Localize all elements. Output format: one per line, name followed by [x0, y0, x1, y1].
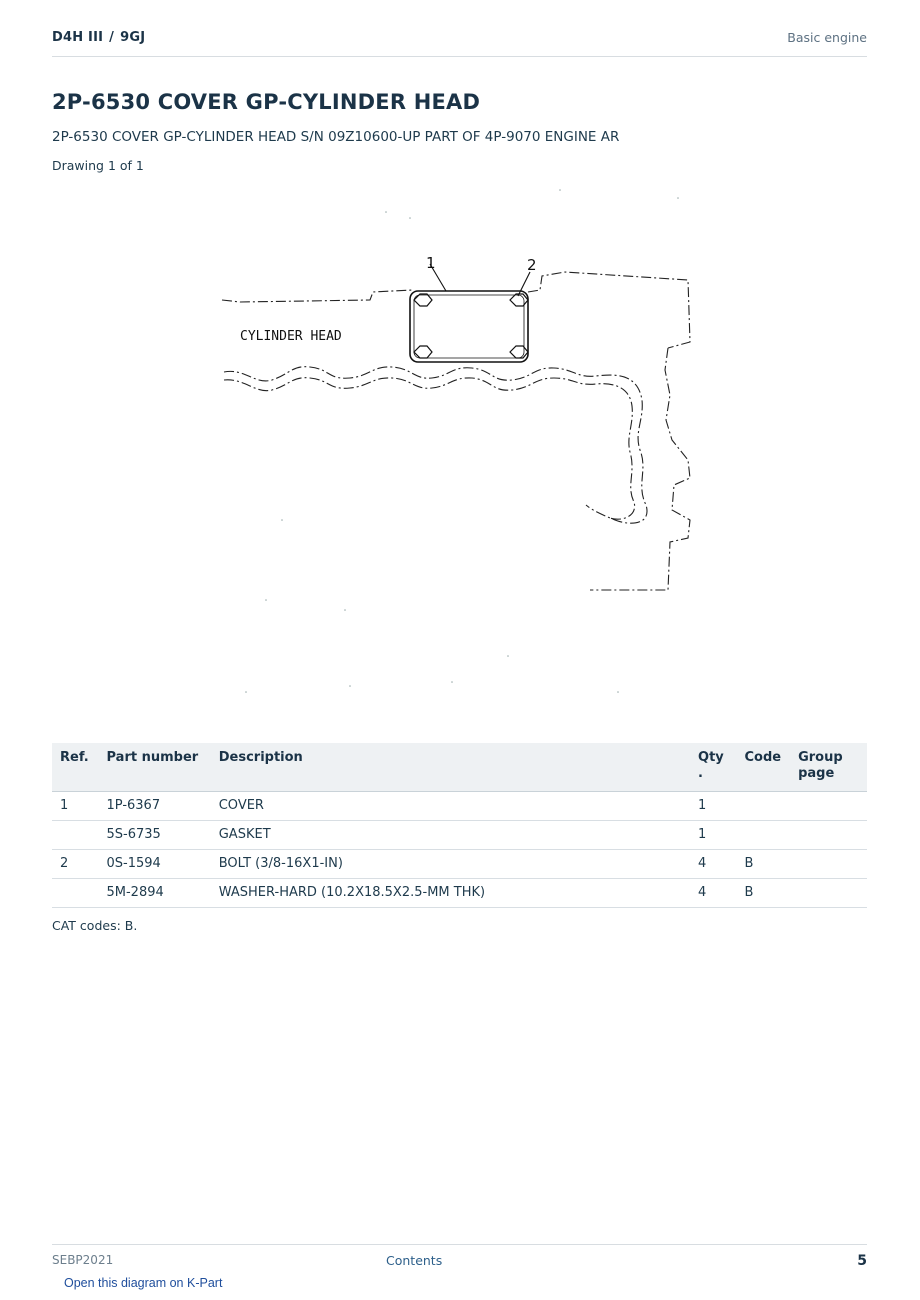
cell-part-number: 1P-6367: [99, 792, 211, 821]
page-header: [52, 28, 867, 57]
bolt-head-bottom-right: [510, 346, 528, 358]
parts-diagram: [200, 180, 720, 720]
cell-qty: 4: [690, 850, 737, 879]
scan-dot: [281, 519, 283, 521]
scan-dot: [349, 685, 351, 687]
document-id: SEBP2021: [52, 1253, 114, 1267]
scan-dot: [344, 609, 346, 611]
head-top-edge-left: [222, 290, 412, 302]
table-row: [52, 821, 867, 850]
header-ref: Ref.: [52, 743, 99, 792]
cat-codes-note: CAT codes: B.: [52, 918, 138, 933]
cell-description: WASHER-HARD (10.2X18.5X2.5-MM THK): [211, 879, 690, 908]
callout-2-label: 2: [527, 256, 537, 274]
cell-group-page: [790, 821, 867, 850]
cell-ref: [52, 821, 99, 850]
header-code: Code: [737, 743, 791, 792]
header-description: Description: [211, 743, 690, 792]
page-footer: [52, 1244, 867, 1275]
cell-description: BOLT (3/8-16X1-IN): [211, 850, 690, 879]
cell-group-page: [790, 879, 867, 908]
scan-dot: [265, 599, 267, 601]
cell-part-number: 0S-1594: [99, 850, 211, 879]
contents-link[interactable]: Contents: [386, 1253, 443, 1268]
cell-code: [737, 821, 791, 850]
cell-group-page: [790, 792, 867, 821]
cell-part-number: 5S-6735: [99, 821, 211, 850]
cell-code: [737, 792, 791, 821]
cell-group-page: [790, 850, 867, 879]
scan-dot: [559, 189, 561, 191]
cover-plate-inner: [414, 295, 524, 358]
cell-ref: 1: [52, 792, 99, 821]
cylinder-head-label: CYLINDER HEAD: [240, 329, 342, 344]
callout-1-label: 1: [426, 254, 436, 272]
scan-dot: [409, 217, 411, 219]
scan-dot: [245, 691, 247, 693]
header-qty: Qty .: [690, 743, 737, 792]
section-name: Basic engine: [787, 30, 867, 45]
model-breadcrumb: [52, 30, 145, 45]
model-name: D4H III: [52, 30, 104, 45]
cell-code: B: [737, 879, 791, 908]
bolt-head-bottom-left: [414, 346, 432, 358]
diagram-drawing: [200, 180, 720, 720]
cell-ref: [52, 879, 99, 908]
cell-qty: 1: [690, 792, 737, 821]
serial-prefix: 9GJ: [120, 30, 146, 45]
scan-dot: [385, 211, 387, 213]
cell-qty: 1: [690, 821, 737, 850]
cell-ref: 2: [52, 850, 99, 879]
header-group-page: Group page: [790, 743, 867, 792]
table-row: [52, 850, 867, 879]
cell-code: B: [737, 850, 791, 879]
bolt-head-top-right: [510, 294, 528, 306]
table-row: [52, 792, 867, 821]
header-part-number: Part number: [99, 743, 211, 792]
scan-dot: [507, 655, 509, 657]
parts-table: [52, 743, 867, 908]
head-wavy-seam-lower: [224, 378, 635, 520]
breadcrumb-separator: /: [109, 30, 115, 45]
scan-dot: [617, 691, 619, 693]
table-header-row: [52, 743, 867, 792]
page-subtitle: 2P-6530 COVER GP-CYLINDER HEAD S/N 09Z10600-UP PART OF 4P-9070 ENGINE AR: [52, 129, 620, 145]
cell-part-number: 5M-2894: [99, 879, 211, 908]
cell-description: COVER: [211, 792, 690, 821]
page-number: 5: [857, 1253, 867, 1269]
head-wavy-seam-upper: [224, 367, 647, 524]
table-row: [52, 879, 867, 908]
cell-description: GASKET: [211, 821, 690, 850]
cell-qty: 4: [690, 879, 737, 908]
open-kpart-link[interactable]: Open this diagram on K-Part: [64, 1276, 223, 1290]
page-title: 2P-6530 COVER GP-CYLINDER HEAD: [52, 90, 481, 114]
scan-dot: [677, 197, 679, 199]
head-top-edge-right: [528, 272, 690, 348]
scan-dot: [451, 681, 453, 683]
drawing-count: Drawing 1 of 1: [52, 158, 144, 173]
